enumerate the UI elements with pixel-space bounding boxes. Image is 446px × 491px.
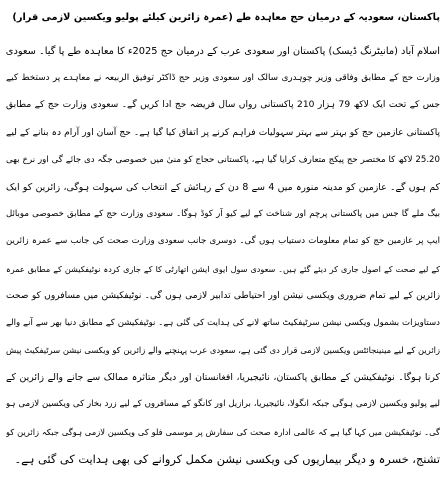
headline: پاکستان، سعودیہ کے درمیان حج معاہدہ طے (عمرہ زائرین کیلئے پولیو ویکسین لازمی قرار) [12, 12, 440, 23]
body-line: ایپ پر عازمین حج کو تمام معلومات دستیاب ہوں گی۔ دوسری جانب سعودی وزارت صحت کی جانب سے عمرہ زائرین [6, 236, 440, 247]
body-line: بیگ ملے گا جس میں پاکستانی پرچم اور شناخت کے لیے کیو آر کوڈ ہوگا۔ سعودی وزارت حج کے مطابق خصوصی موبائل [6, 209, 440, 220]
body-line: گی۔ نوٹیفکیشن میں کہا گیا ہے کہ عالمی ادارہ صحت کی سفارش پر موسمی فلو کی ویکسین لازمی ہوگی جبکہ زائرین کو [6, 426, 440, 437]
body-line: 25.20 لاکھ کا مختصر حج پیکج متعارف کرایا گیا ہے، پاکستانی حجاج کو منیٰ میں خصوصی جگہ دی جائے گی اور نرخ بھی [6, 154, 440, 165]
body-line: کرنا ہوگا۔ نوٹیفکیشن کے مطابق پاکستان، نائیجیریا، افغانستان اور دیگر متاثرہ ممالک سے جانے والے زائرین کے [6, 372, 440, 384]
body-line: کم ہوں گے۔ عازمین کو مدینہ منورہ میں 4 سے 8 دن کے رہائش کے انتخاب کی سہولت ہوگی، زائرین کو ایک [6, 181, 440, 193]
body-line: زائرین کے لیے تمام ضروری ویکسی نیشن اور احتیاطی تدابیر لازمی ہوں گی۔ نوٹیفکیشن میں مسافروں کو صحت [6, 290, 440, 301]
body-line: پاکستانی عازمین حج کو بہتر سے بہتر سہولیات فراہم کرنے پر اتفاق کیا گیا ہے۔ حج آسان اور آرام دہ بنانے کے لیے [6, 127, 440, 138]
body-line: زائرین کے لیے مینینجائٹس ویکسین لازمی قرار دی گئی ہے، سعودی عرب پہنچنے والے زائرین کو ویکسی نیشن سرٹیفکیٹ پیش [6, 345, 440, 356]
body-line: لیے پولیو ویکسین لازمی ہوگی جبکہ انگولا، نائیجیریا، برازیل اور کانگو کے مسافروں کے لیے زرد بخار کی ویکسین لازمی ہو [6, 399, 440, 410]
body-line: جس کے تحت ایک لاکھ 79 ہزار 210 پاکستانی رواں سال فریضہ حج ادا کریں گے۔ سعودی وزارت حج کے مطابق [6, 100, 440, 111]
body-line: دستاویزات بشمول ویکسی نیشن سرٹیفکیٹ ساتھ لانے کی ہدایت کی گئی ہے۔ نوٹیفکیشن کے مطابق دنیا بھر سے آنے والے [6, 317, 440, 328]
article-body [6, 38, 440, 473]
body-line: تشنج، خسرہ و دیگر بیماریوں کی ویکسی نیشن مکمل کروانے کی بھی ہدایت کی گئی ہے۔ [14, 451, 440, 466]
body-line: اسلام آباد (مانیٹرنگ ڈیسک) پاکستان اور سعودی عرب کے درمیان حج 2025ء کا معاہدہ طے پا گیا۔ سعودی [6, 46, 440, 57]
body-line: وزارت حج کے مطابق وفاقی وزیر چوہدری سالک اور سعودی وزیر حج ڈاکٹر توفیق الربیعہ نے معاہدے پر دستخط کیے [6, 73, 440, 84]
body-line: کے لیے صحت کے اصول جاری کر دیئے گئے ہیں۔ سعودی سول ایوی ایشن اتھارٹی کا کے جاری کردہ نوٹیفکیشن کے مطابق عمرہ [6, 263, 440, 274]
